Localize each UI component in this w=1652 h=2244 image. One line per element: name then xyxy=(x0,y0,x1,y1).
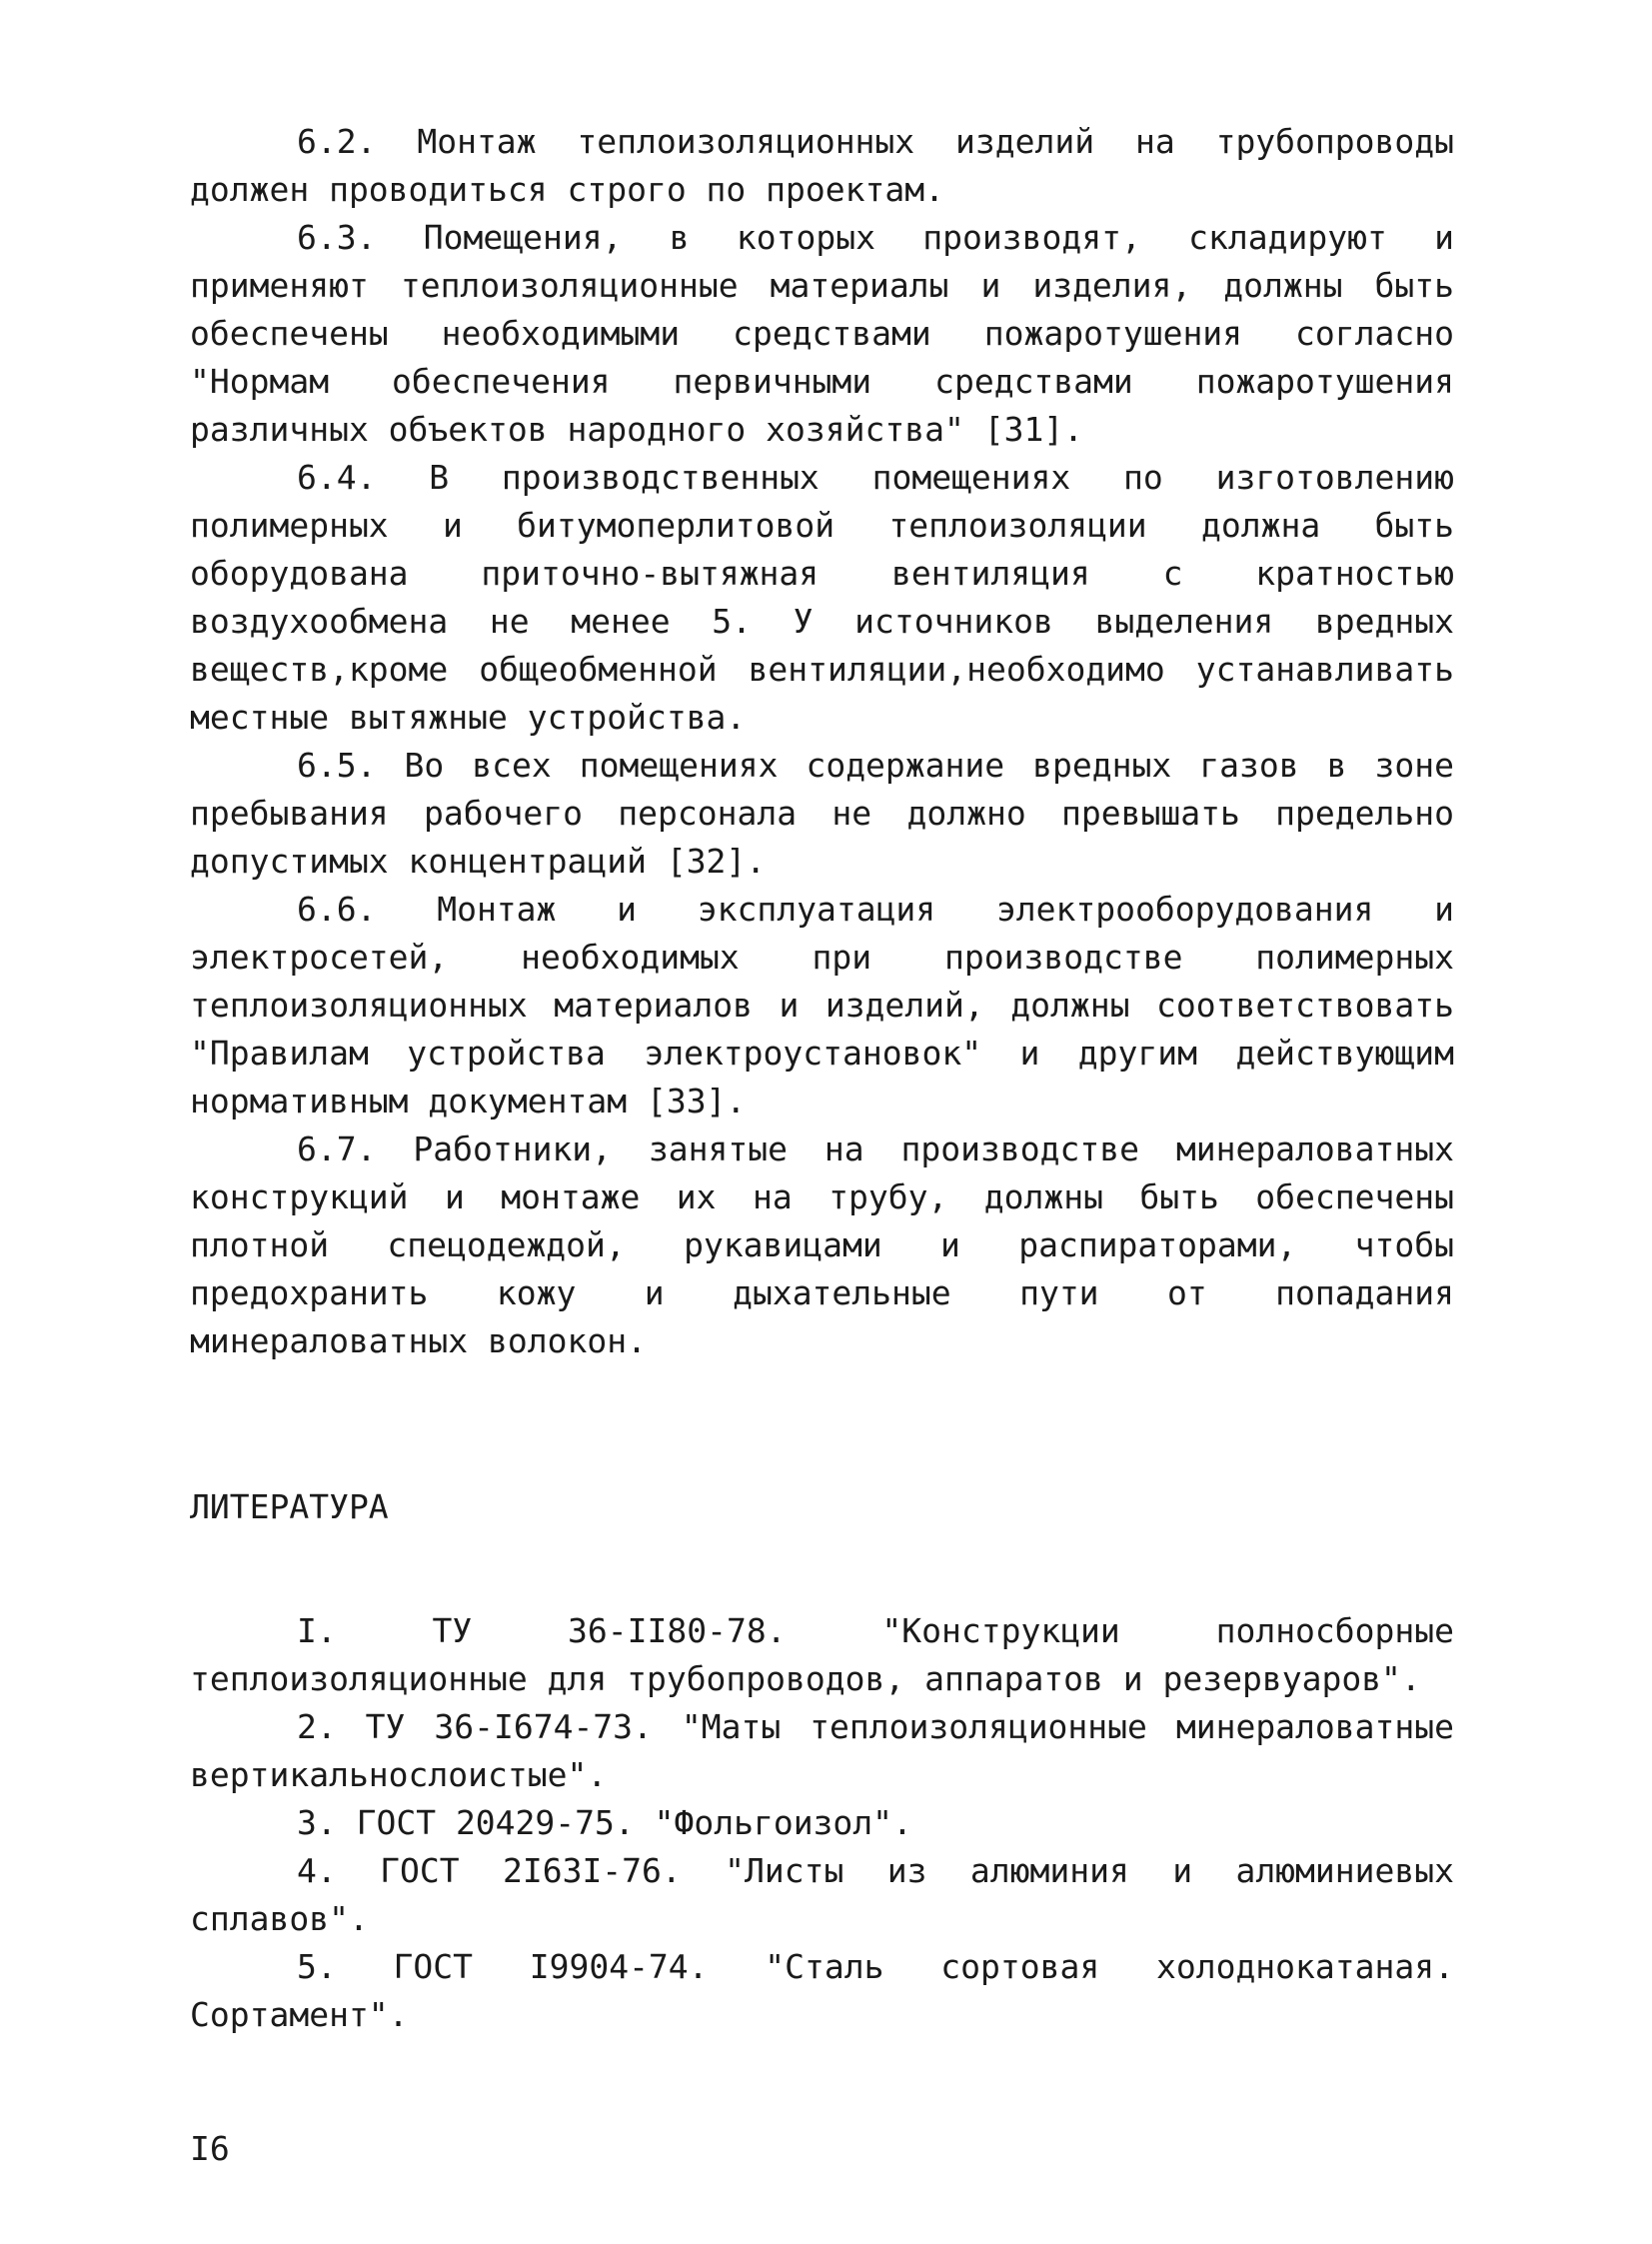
page-number: I6 xyxy=(190,2129,230,2168)
paragraph-6-6: 6.6. Монтаж и эксплуатация электрооборудования и электросетей, необходимых при производстве полимерных теплоизоляционных материалов и изделий, должны соответствовать "Правилам устройства электроустановок" и другим действующим нормативным документам [33]. xyxy=(190,890,1454,1121)
literature-item-5: 5. ГОСТ I9904-74. "Сталь сортовая холоднокатаная. Сортамент". xyxy=(190,1947,1454,2034)
paragraph-6-3: 6.3. Помещения, в которых производят, складируют и применяют теплоизоляционные материалы и изделия, должны быть обеспечены необходимыми средствами пожаротушения согласно "Нормам обеспечения первичными средствами пожаротушения различных объектов народного хозяйства" [31]. xyxy=(190,218,1454,449)
literature-heading: ЛИТЕРАТУРА xyxy=(190,1487,389,1526)
literature-item-2: 2. ТУ 36-I674-73. "Маты теплоизоляционные минераловатные вертикальнослоистые". xyxy=(190,1707,1454,1794)
document-page xyxy=(190,118,1454,2039)
literature-list xyxy=(190,1607,1454,2039)
literature-item-3: 3. ГОСТ 20429-75. "Фольгоизол". xyxy=(297,1803,912,1842)
paragraph-6-5: 6.5. Во всех помещениях содержание вредных газов в зоне пребывания рабочего персонала не должно превышать предельно допустимых концентраций [32]. xyxy=(190,746,1454,881)
literature-item-4: 4. ГОСТ 2I63I-76. "Листы из алюминия и алюминиевых сплавов". xyxy=(190,1851,1454,1938)
paragraph-6-2: 6.2. Монтаж теплоизоляционных изделий на трубопроводы должен проводиться строго по проектам. xyxy=(190,122,1454,209)
paragraph-6-7: 6.7. Работники, занятые на производстве минераловатных конструкций и монтаже их на трубу, должны быть обеспечены плотной спецодеждой, рукавицами и распираторами, чтобы предохранить кожу и дыхательные пути от попадания минераловатных волокон. xyxy=(190,1129,1454,1360)
paragraph-6-4: 6.4. В производственных помещениях по изготовлению полимерных и битумоперлитовой теплоизоляции должна быть оборудована приточно-вытяжная вентиляция с кратностью воздухообмена не менее 5. У источников выделения вредных веществ,кроме общеобменной вентиляции,необходимо устанавливать местные вытяжные устройства. xyxy=(190,458,1454,737)
literature-item-1: I. ТУ 36-II80-78. "Конструкции полносборные теплоизоляционные для трубопроводов, аппаратов и резервуаров". xyxy=(190,1611,1454,1698)
